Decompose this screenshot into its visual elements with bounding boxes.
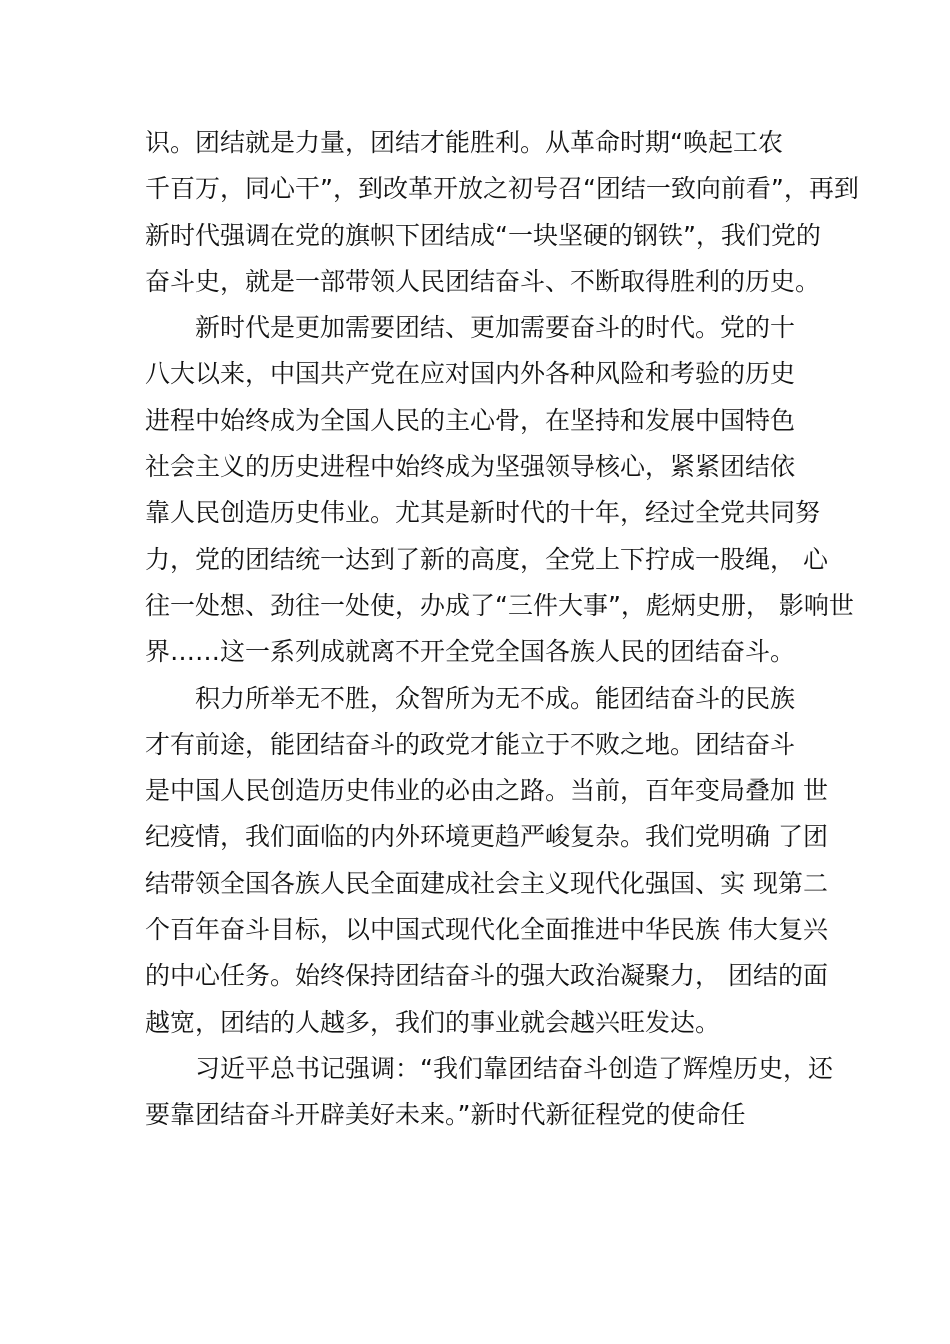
text-line: 识。团结就是力量，团结才能胜利。从革命时期“唤起工农 bbox=[145, 128, 783, 157]
text-line: 八大以来，中国共产党在应对国内外各种风险和考验的历史 bbox=[145, 359, 796, 389]
text-line: 界……这一系列成就离不开全党全国各族人民的团结奋斗。 bbox=[145, 637, 796, 667]
text-line: 的中心任务。始终保持团结奋斗的强大政治凝聚力， 团结的面 bbox=[145, 961, 828, 991]
text-line: 进程中始终成为全国人民的主心骨，在坚持和发展中国特色 bbox=[145, 405, 796, 435]
paragraph-start-line: 积力所举无不胜，众智所为无不成。能团结奋斗的民族 bbox=[195, 683, 796, 713]
text-line: 越宽，团结的人越多，我们的事业就会越兴旺发达。 bbox=[145, 1007, 721, 1037]
text-line: 纪疫情，我们面临的内外环境更趋严峻复杂。我们党明确 了团 bbox=[145, 822, 828, 852]
text-line: 新时代强调在党的旗帜下团结成“一块坚硬的钢铁”，我们党的 bbox=[145, 220, 821, 250]
text-line: 结带领全国各族人民全面建成社会主义现代化强国、实 现第二 bbox=[145, 868, 828, 898]
text-line: 力，党的团结统一达到了新的高度，全党上下拧成一股绳， 心 bbox=[145, 544, 828, 574]
text-line: 靠人民创造历史伟业。尤其是新时代的十年，经过全党共同努 bbox=[145, 498, 821, 528]
text-line: 个百年奋斗目标，以中国式现代化全面推进中华民族 伟大复兴 bbox=[145, 915, 828, 945]
text-line: 奋斗史，就是一部带领人民团结奋斗、不断取得胜利的历史。 bbox=[145, 266, 821, 296]
text-line: 要靠团结奋斗开辟美好未来。”新时代新征程党的使命任 bbox=[145, 1100, 746, 1130]
text-line: 社会主义的历史进程中始终成为坚强领导核心，紧紧团结依 bbox=[145, 452, 796, 482]
text-line: 千百万，同心干”，到改革开放之初号召“团结一致向前看”，再到 bbox=[145, 174, 859, 204]
text-line: 才有前途，能团结奋斗的政党才能立于不败之地。团结奋斗 bbox=[145, 729, 796, 759]
paragraph-start-line: 习近平总书记强调：“我们靠团结奋斗创造了辉煌历史，还 bbox=[195, 1053, 833, 1083]
paragraph-start-line: 新时代是更加需要团结、更加需要奋斗的时代。党的十 bbox=[195, 313, 796, 343]
body-text bbox=[145, 120, 859, 1139]
text-line: 是中国人民创造历史伟业的必由之路。当前，百年变局叠加 世 bbox=[145, 776, 828, 806]
text-line: 往一处想、劲往一处使，办成了“三件大事”，彪炳史册， 影响世 bbox=[145, 590, 854, 620]
